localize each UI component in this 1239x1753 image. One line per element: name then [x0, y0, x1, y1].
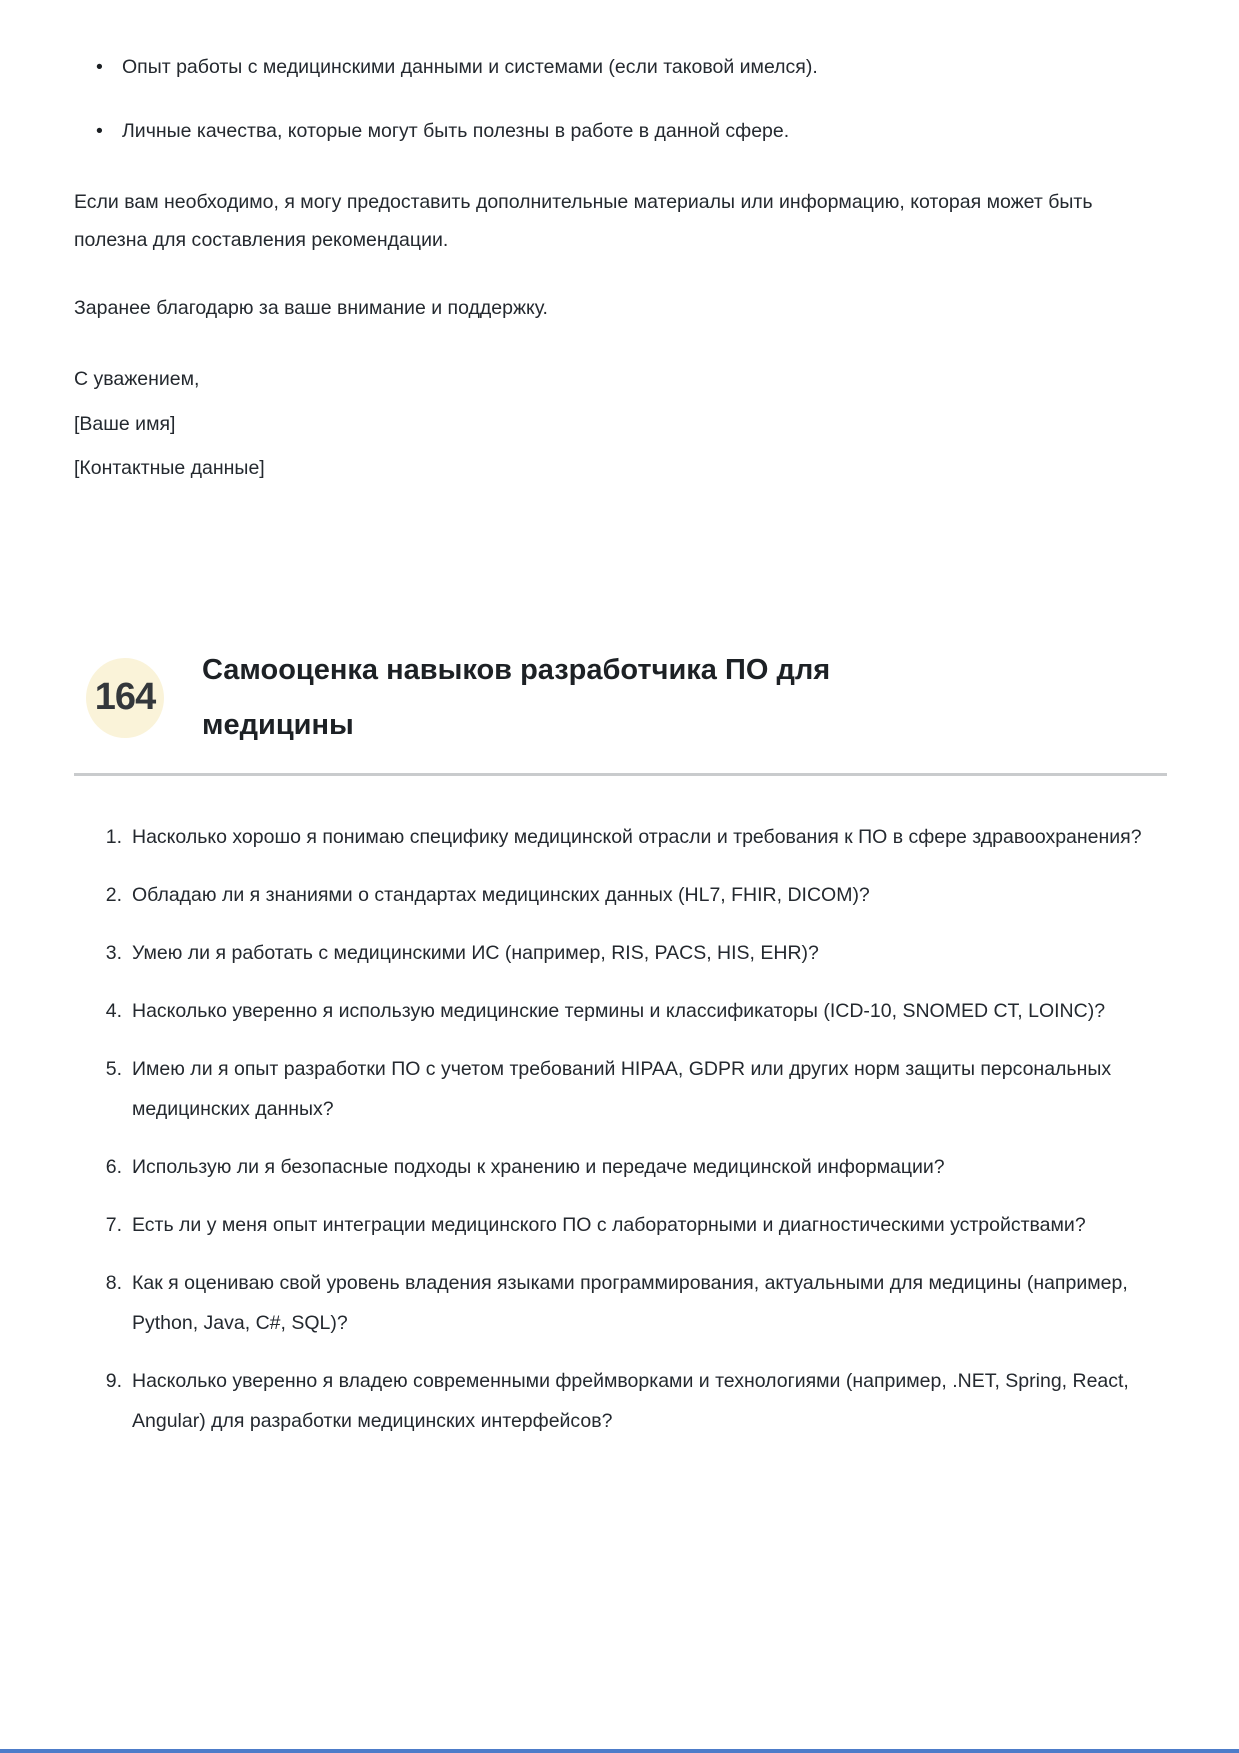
question-number: 1.: [105, 825, 122, 848]
letter-paragraph: Если вам необходимо, я могу предоставить дополнительные материалы или информацию, которая может быть полезна для составления рекомендации.: [74, 191, 1093, 252]
question-number: 7.: [105, 1213, 122, 1236]
question-number: 3.: [105, 941, 122, 964]
question-number: 5.: [105, 1057, 122, 1080]
question-text: Насколько уверенно я использую медицинские термины и классификаторы (ICD-10, SNOMED CT, LOINC)?: [132, 999, 1106, 1022]
signature-line: С уважением,: [74, 368, 200, 391]
question-item: [88, 1148, 1165, 1188]
question-text: Есть ли у меня опыт интеграции медицинского ПО с лабораторными и диагностическими устройствами?: [132, 1213, 1086, 1236]
section-number: 164: [94, 676, 156, 719]
question-item: [88, 818, 1165, 858]
question-number: 6.: [105, 1155, 122, 1178]
question-text: Имею ли я опыт разработки ПО с учетом требований HIPAA, GDPR или других норм защиты персональных медицинских данных?: [132, 1057, 1112, 1120]
question-item: [88, 934, 1165, 974]
question-item: [88, 1050, 1165, 1130]
list-item: [96, 52, 1165, 83]
question-item: [88, 1264, 1165, 1344]
letter-bullet-list: [96, 52, 1165, 147]
question-number: 2.: [105, 883, 122, 906]
list-item: [96, 116, 1165, 147]
question-text: Обладаю ли я знаниями о стандартах медицинских данных (HL7, FHIR, DICOM)?: [132, 883, 870, 906]
question-text: Насколько уверенно я владею современными фреймворками и технологиями (например, .NET, Spring, React, Angular) для разработки медицинских интерфейсов?: [132, 1369, 1129, 1432]
question-number: 9.: [105, 1369, 122, 1392]
question-text: Умею ли я работать с медицинскими ИС (например, RIS, PACS, HIS, EHR)?: [132, 941, 819, 964]
question-item: [88, 992, 1165, 1032]
page-bottom-divider: [0, 1749, 1239, 1753]
question-item: [88, 876, 1165, 916]
section-divider: [74, 773, 1167, 776]
section-number-badge: [86, 658, 164, 738]
section-title: Самооценка навыков разработчика ПО для медицины: [202, 653, 831, 741]
signature-line: [Контактные данные]: [74, 457, 265, 480]
letter-paragraph: Заранее благодарю за ваше внимание и поддержку.: [74, 297, 548, 320]
signature-line: [Ваше имя]: [74, 412, 176, 435]
letter-signature: [74, 357, 1165, 490]
bullet-icon: •: [96, 120, 103, 143]
bullet-icon: •: [96, 56, 103, 78]
question-list: [74, 818, 1165, 1442]
question-text: Насколько хорошо я понимаю специфику медицинской отрасли и требования к ПО в сфере здравоохранения?: [132, 825, 1142, 848]
question-text: Как я оцениваю свой уровень владения языками программирования, актуальными для медицины (например, Python, Java, C#, SQL)?: [132, 1271, 1128, 1334]
question-text: Использую ли я безопасные подходы к хранению и передаче медицинской информации?: [132, 1155, 945, 1178]
question-item: [88, 1206, 1165, 1246]
question-number: 4.: [105, 999, 122, 1022]
bullet-text: Личные качества, которые могут быть полезны в работе в данной сфере.: [122, 120, 790, 143]
section-header: [74, 643, 1165, 753]
question-number: 8.: [105, 1271, 122, 1294]
bullet-text: Опыт работы с медицинскими данными и системами (если таковой имелся).: [122, 56, 818, 78]
question-item: [88, 1362, 1165, 1442]
